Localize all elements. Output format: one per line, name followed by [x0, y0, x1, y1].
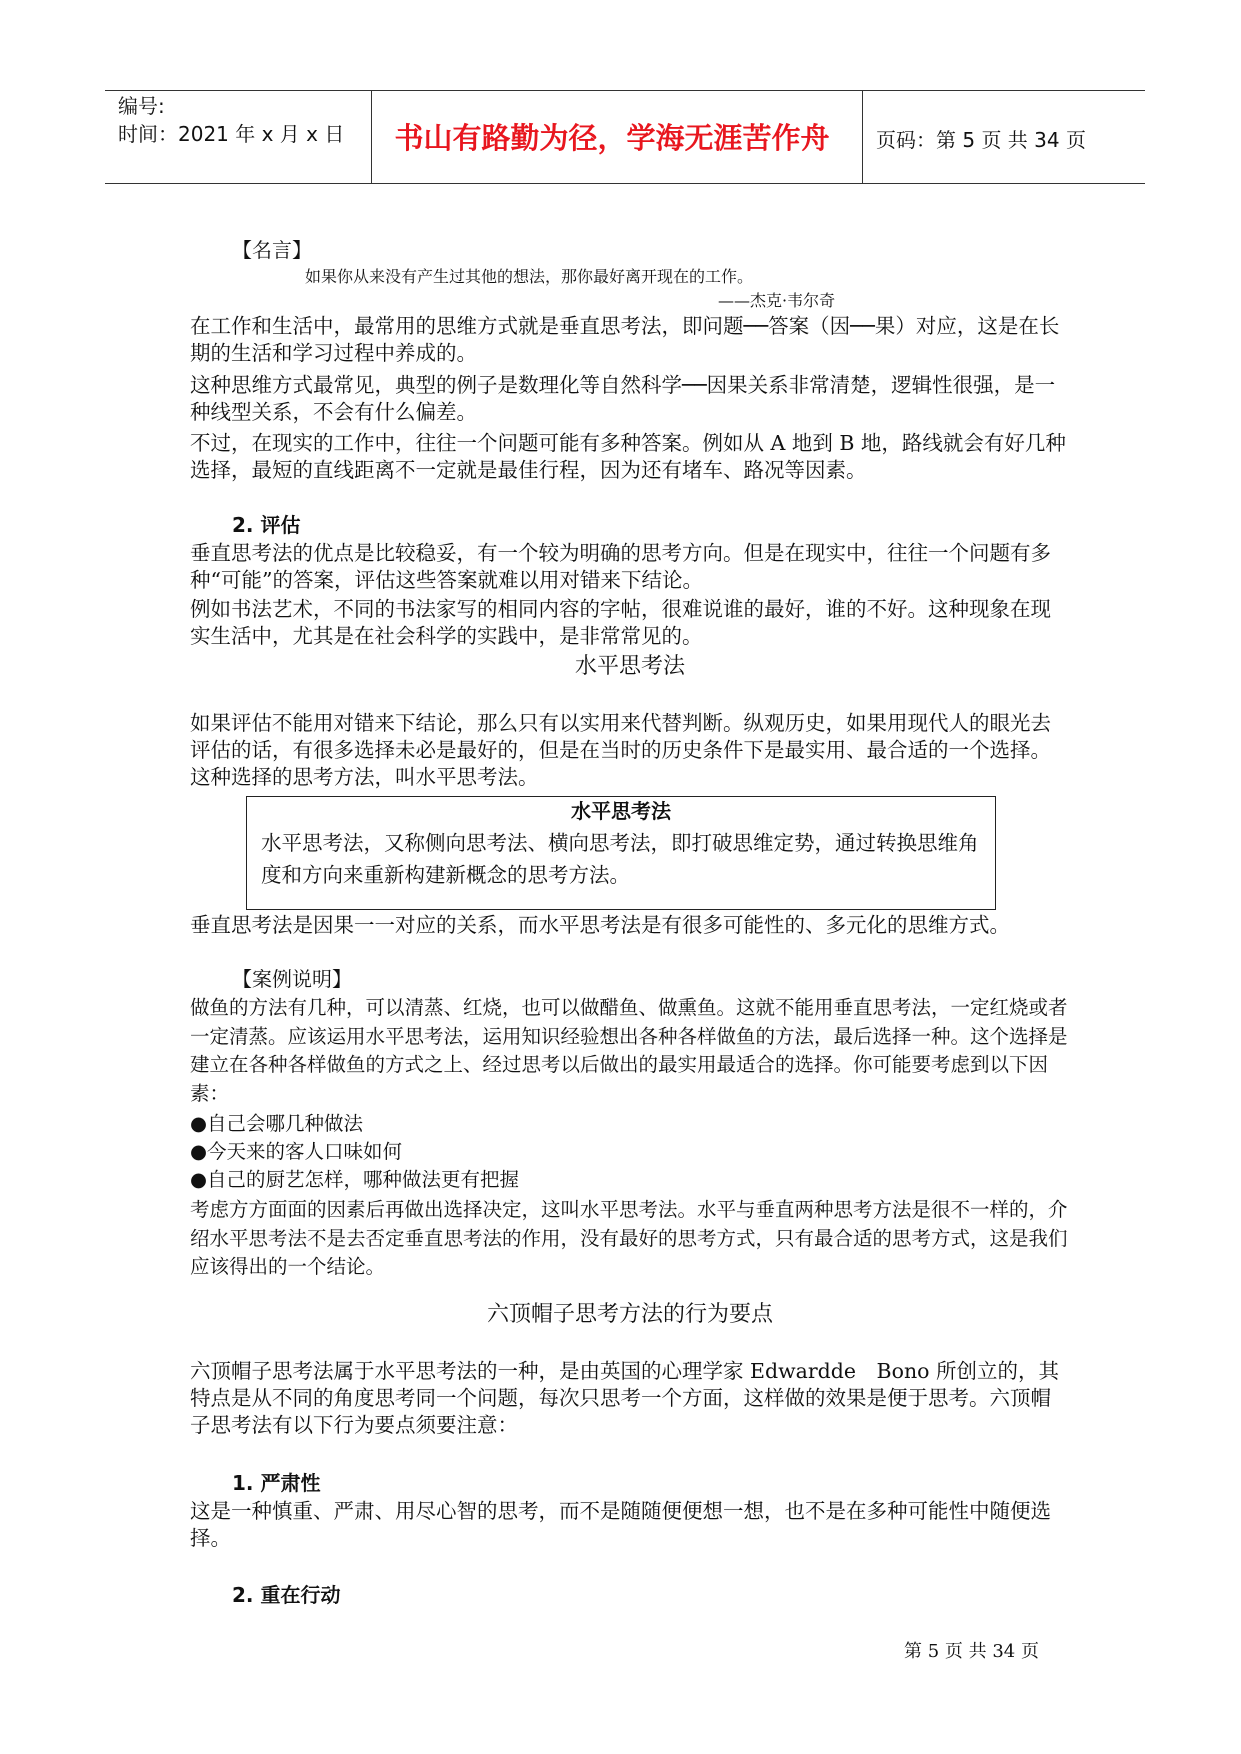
definition-box-text: 水平思考法，又称侧向思考法、横向思考法，即打破思维定势，通过转换思维角度和方向来重新构建新概念的思考方法。: [261, 831, 979, 887]
evaluation-paragraph-1: 垂直思考法的优点是比较稳妥，有一个较为明确的思考方向。但是在现实中，往往一个问题有多种“可能”的答案，评估这些答案就难以用对错来下结论。: [190, 541, 1051, 592]
point1-text: 这是一种慎重、严肃、用尽心智的思考，而不是随随便便想一想，也不是在多种可能性中随便选择。: [190, 1499, 1051, 1550]
header-page-label: 页码：第 5 页 共 34 页: [876, 128, 1086, 152]
intro-paragraph-3: 不过，在现实的工作中，往往一个问题可能有多种答案。例如从 A 地到 B 地，路线就会有好几种选择，最短的直线距离不一定就是最佳行程，因为还有堵车、路况等因素。: [190, 431, 1066, 482]
header-motto: 书山有路勤为径，学海无涯苦作舟: [394, 121, 830, 155]
intro-paragraph-1: 在工作和生活中，最常用的思维方式就是垂直思考法，即问题──答案（因──果）对应，这是在长期的生活和学习过程中养成的。: [190, 314, 1060, 365]
header-top-rule: [105, 90, 1145, 91]
quote-heading: 【名言】: [232, 238, 312, 262]
case-conclusion: 考虑方方面面的因素后再做出选择决定，这叫水平思考法。水平与垂直两种思考方法是很不一样的，介绍水平思考法不是去否定垂直思考法的作用，没有最好的思考方式，只有最合适的思考方式，这是我们应该得出的一个结论。: [190, 1198, 1068, 1278]
definition-box: [246, 796, 996, 910]
intro-paragraph-2: 这种思维方式最常见，典型的例子是数理化等自然科学──因果关系非常清楚，逻辑性很强，是一种线型关系，不会有什么偏差。: [190, 373, 1056, 424]
horizontal-after-box: 垂直思考法是因果一一对应的关系，而水平思考法是有很多可能性的、多元化的思维方式。: [190, 913, 1010, 937]
definition-box-title: 水平思考法: [571, 799, 671, 823]
footer-page-label: 第 5 页 共 34 页: [904, 1641, 1039, 1662]
header-number-label: 编号:: [118, 94, 165, 118]
header-divider-right: [862, 90, 863, 184]
case-bullet-3: ●自己的厨艺怎样，哪种做法更有把握: [190, 1168, 520, 1191]
header-time-label: 时间：2021 年 x 月 x 日: [118, 122, 345, 146]
point2-heading: 2. 重在行动: [232, 1583, 341, 1607]
case-heading: 【案例说明】: [232, 967, 352, 991]
six-hats-title: 六顶帽子思考方法的行为要点: [486, 1302, 773, 1327]
horizontal-title: 水平思考法: [574, 654, 685, 679]
quote-text: 如果你从来没有产生过其他的想法，那你最好离开现在的工作。: [305, 267, 754, 286]
point1-heading: 1. 严肃性: [232, 1471, 321, 1495]
evaluation-heading: 2. 评估: [232, 513, 301, 537]
six-hats-paragraph: 六顶帽子思考法属于水平思考法的一种，是由英国的心理学家 Edwardde Bono 所创立的，其特点是从不同的角度思考同一个问题，每次只思考一个方面，这样做的效果是便于思考。六顶帽子思考法有以下行为要点须要注意：: [190, 1359, 1060, 1437]
header-bottom-rule: [105, 183, 1145, 184]
case-bullet-2: ●今天来的客人口味如何: [190, 1140, 403, 1163]
case-bullet-1: ●自己会哪几种做法: [190, 1112, 364, 1135]
evaluation-paragraph-2: 例如书法艺术，不同的书法家写的相同内容的字帖，很难说谁的最好，谁的不好。这种现象在现实生活中，尤其是在社会科学的实践中，是非常常见的。: [190, 597, 1051, 648]
horizontal-paragraph: 如果评估不能用对错来下结论，那么只有以实用来代替判断。纵观历史，如果用现代人的眼光去评估的话，有很多选择未必是最好的，但是在当时的历史条件下是最实用、最合适的一个选择。这种选择的思考方法，叫水平思考法。: [190, 711, 1051, 789]
quote-author: ——杰克·韦尔奇: [718, 291, 836, 310]
case-text: 做鱼的方法有几种，可以清蒸、红烧，也可以做醋鱼、做熏鱼。这就不能用垂直思考法，一定红烧或者一定清蒸。应该运用水平思考法，运用知识经验想出各种各样做鱼的方法，最后选择一种。这个选择是建立在各种各样做鱼的方式之上、经过思考以后做出的最实用最适合的选择。你可能要考虑到以下因素：: [190, 996, 1068, 1105]
